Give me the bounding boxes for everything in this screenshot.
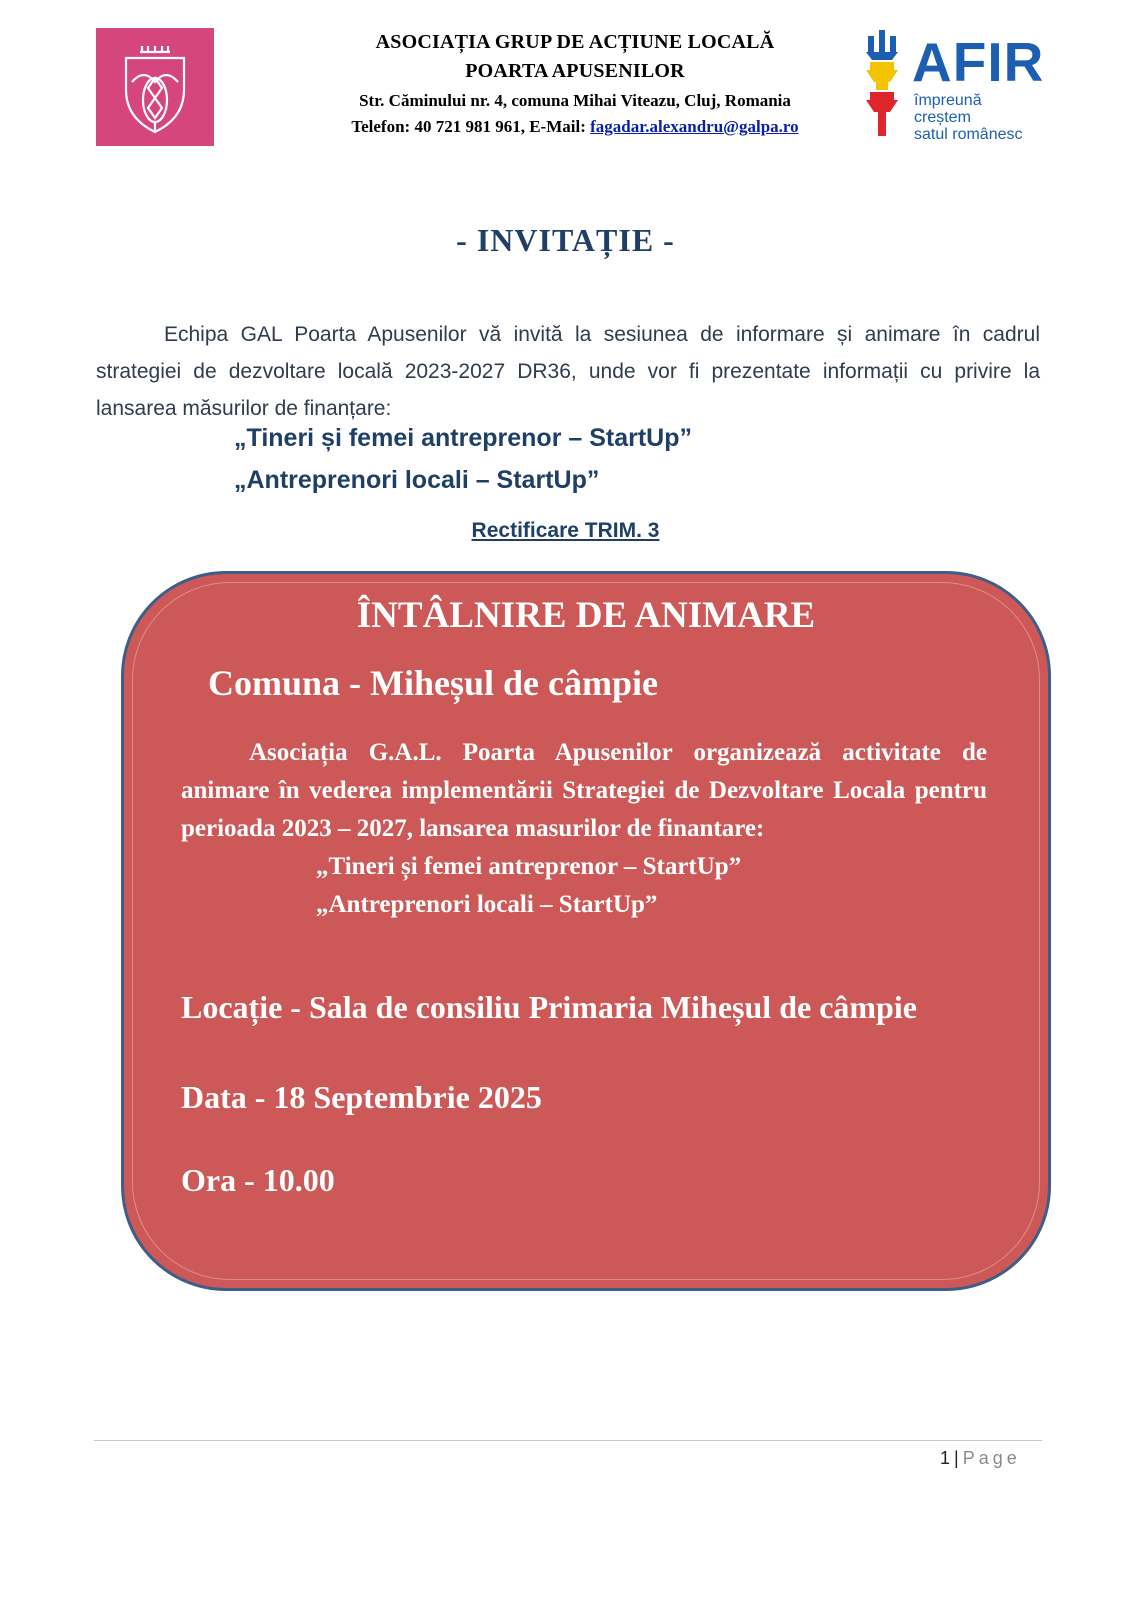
page-number: 1 [940,1448,951,1468]
invitation-title: - INVITAȚIE - [456,222,675,258]
intro-text: Echipa GAL Poarta Apusenilor vă invită la sesiunea de informare și animare în cadrul strategiei de dezvoltare locală 2023-2027 DR36, unde vor fi prezentate informații cu privire la lansarea măsurilor de finanțare: [96,323,1040,420]
event-description [181,734,987,924]
event-title: ÎNTÂLNIRE DE ANIMARE [356,595,816,636]
afir-slogan [914,92,1042,143]
event-description-text: Asociația G.A.L. Poarta Apusenilor organizează activitate de animare în vederea implementării Strategiei de Dezvoltare Locala pentru perioada 2023 – 2027, lansarea masurilor de finantare: [181,739,987,842]
event-measure-2: „Antreprenori locali – StartUp” [316,891,658,918]
event-card [121,571,1051,1291]
footer-divider [94,1440,1042,1441]
phone-label: Telefon: 40 721 981 961, E-Mail: [351,117,586,136]
page-word: Page [962,1448,1021,1468]
page-footer [940,1448,1021,1469]
measure-2: „Antreprenori locali – StartUp” [234,466,600,494]
org-address: Str. Căminului nr. 4, comuna Mihai Viteazu, Cluj, Romania [359,91,791,110]
gal-crest-icon [96,28,214,146]
afir-name: AFIR [912,31,1045,93]
event-time: Ora - 10.00 [181,1162,335,1198]
event-date: Data - 18 Septembrie 2025 [181,1079,542,1115]
org-contact [300,114,850,140]
rectification-label: Rectificare TRIM. 3 [471,519,660,542]
event-measure-1: „Tineri și femei antreprenor – StartUp” [316,853,742,880]
email-link[interactable]: fagadar.alexandru@galpa.ro [590,117,799,136]
intro-paragraph [96,316,1040,427]
gal-logo [96,28,214,146]
org-name-line1: ASOCIAȚIA GRUP DE ACȚIUNE LOCALĂ [375,31,775,53]
afir-slogan-line2: satul românesc [914,126,1023,143]
header-text [300,28,850,140]
page-separator: | [954,1448,959,1468]
measure-1: „Tineri și femei antreprenor – StartUp” [234,424,692,452]
event-location: Locație - Sala de consiliu Primaria Miheșul de câmpie [181,989,917,1025]
afir-ornament-icon [862,26,902,144]
afir-logo [862,26,1045,144]
org-name-line2: POARTA APUSENILOR [465,60,685,82]
event-commune: Comuna - Miheșul de câmpie [208,663,658,703]
afir-slogan-line1: împreună creștem [914,92,982,126]
